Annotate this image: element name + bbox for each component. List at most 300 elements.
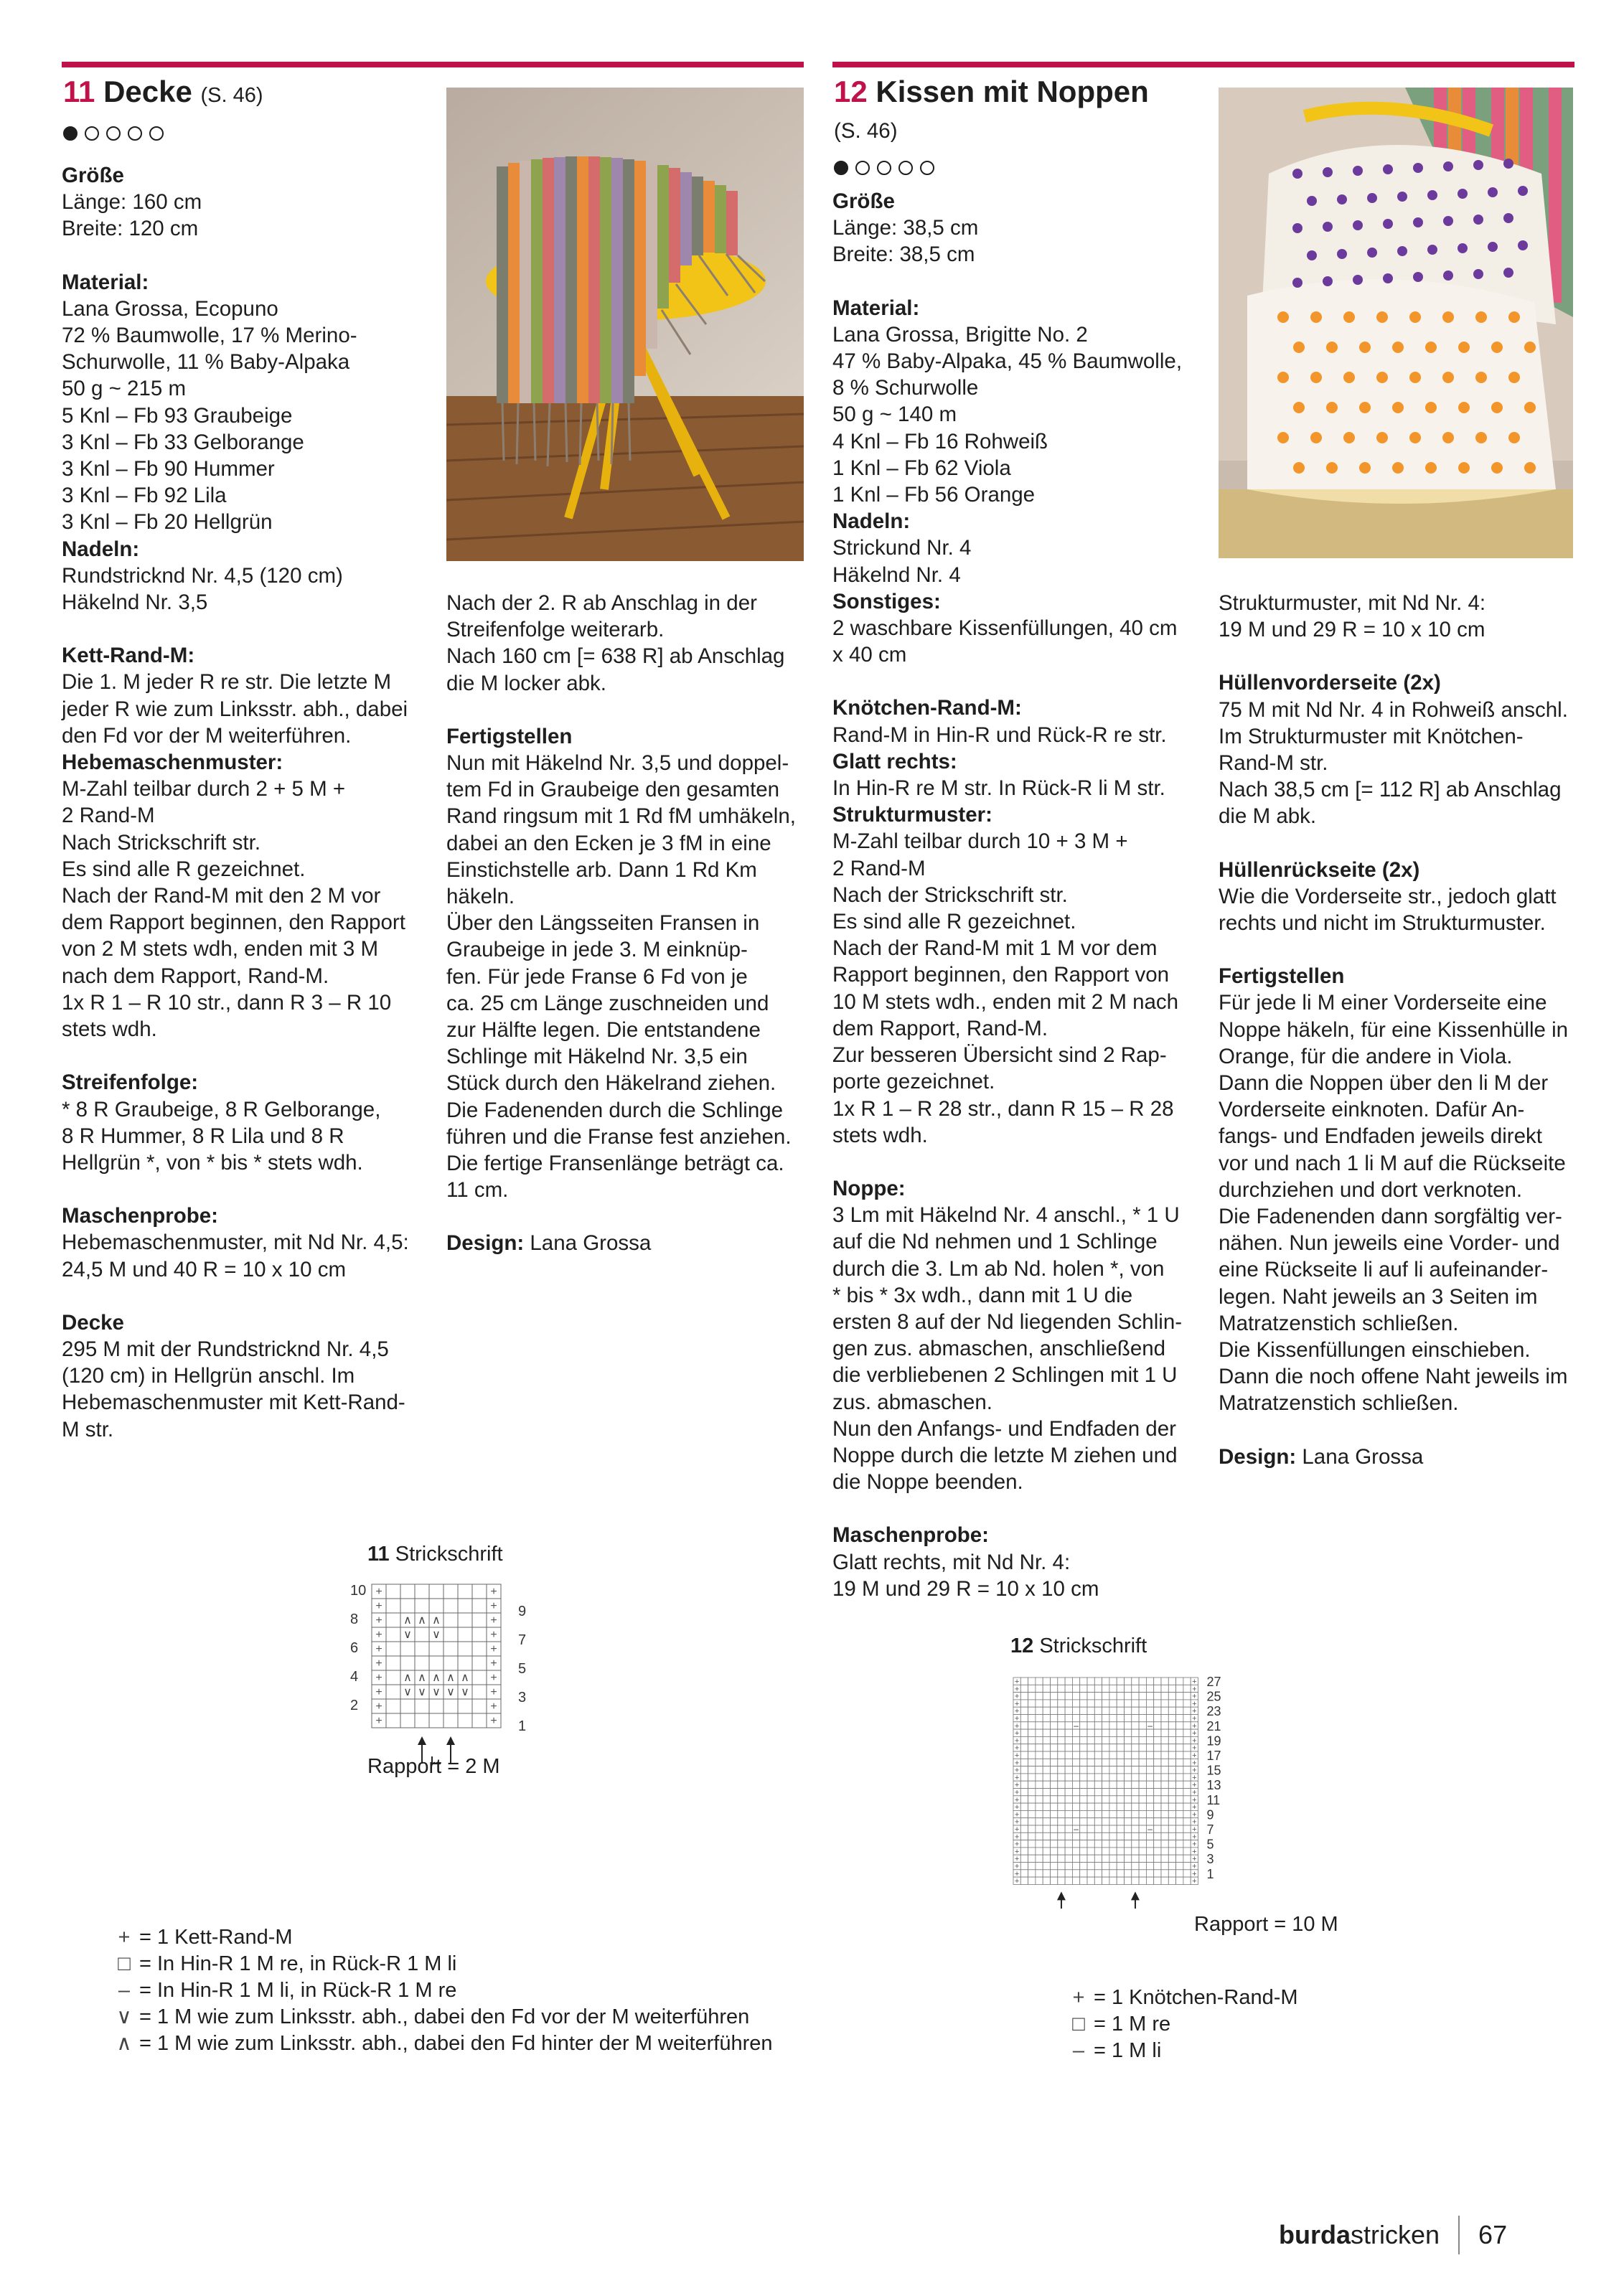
chart-cell — [1132, 1722, 1139, 1729]
chart-cell — [1102, 1700, 1109, 1707]
chart-cell — [1087, 1685, 1094, 1692]
chart-cell — [1051, 1877, 1058, 1884]
text-line: häkeln. — [446, 885, 515, 909]
chart-12-legend — [1069, 1985, 1298, 2064]
chart-cell — [472, 1699, 487, 1713]
chart-cell — [1132, 1810, 1139, 1817]
chart-cell — [1117, 1781, 1124, 1788]
chart-cell — [1043, 1715, 1050, 1722]
text-line: 11 cm. — [446, 1178, 509, 1203]
chart-cell — [1058, 1818, 1065, 1825]
chart-cell — [1168, 1722, 1175, 1729]
spacer — [62, 616, 421, 642]
text-line: Rand-M str. — [1219, 751, 1328, 776]
legend-text: = 1 M li — [1094, 2039, 1162, 2062]
spacer — [62, 243, 421, 269]
chart-cell — [1168, 1803, 1175, 1810]
caret-symbol-icon: ∧ — [116, 2032, 132, 2055]
section-heading: Hüllenvorderseite (2x) — [1219, 671, 1441, 695]
chart-cell — [1094, 1707, 1102, 1714]
chart-cell — [415, 1627, 429, 1642]
chart-cell — [1125, 1877, 1132, 1884]
chart-cell — [1117, 1715, 1124, 1722]
plus-symbol-icon: + — [1192, 1773, 1197, 1782]
legend-item — [1069, 2011, 1298, 2038]
text-line: Länge: 38,5 cm — [832, 216, 979, 240]
knot-dot-icon — [1376, 432, 1388, 443]
chart-cell — [1094, 1848, 1102, 1855]
chart-cell — [1043, 1870, 1050, 1877]
chart-cell — [1094, 1700, 1102, 1707]
text-line: 8 % Schurwolle — [832, 376, 979, 400]
text-line: Breite: 120 cm — [62, 217, 199, 241]
chart-cell — [1161, 1848, 1168, 1855]
chart-cell — [1132, 1832, 1139, 1840]
design-credit: Design: Lana Grossa — [1219, 1444, 1424, 1469]
chart-cell — [1109, 1766, 1117, 1774]
chart-cell — [1072, 1877, 1079, 1884]
chart-cell — [1176, 1825, 1183, 1832]
row-label: 9 — [518, 1604, 527, 1619]
chart-cell — [1058, 1744, 1065, 1751]
chart-cell — [1094, 1832, 1102, 1840]
chart-cell — [1139, 1751, 1146, 1759]
magazine-name: burdastricken — [1279, 2220, 1440, 2249]
spacer — [62, 1176, 421, 1203]
chart-cell — [1020, 1678, 1028, 1685]
chart-cell — [1125, 1766, 1132, 1774]
chart-cell — [1168, 1759, 1175, 1766]
chart-cell — [1176, 1744, 1183, 1751]
plus-symbol-icon: + — [1014, 1781, 1020, 1790]
knitting-chart-11 — [337, 1578, 545, 1779]
text-line: 3 Knl – Fb 33 Gelborange — [62, 430, 304, 454]
chart-cell — [1036, 1715, 1043, 1722]
chart-cell — [1125, 1863, 1132, 1870]
chart-cell — [1168, 1707, 1175, 1714]
text-line: die Noppe beenden. — [832, 1470, 1023, 1495]
text-line: zur Hälfte legen. Die entstandene — [446, 1018, 761, 1043]
chart-cell — [1102, 1736, 1109, 1744]
spacer — [832, 668, 1206, 695]
chart-cell — [1043, 1803, 1050, 1810]
text-line: Es sind alle R gezeichnet. — [62, 857, 306, 881]
text-line: Es sind alle R gezeichnet. — [832, 910, 1076, 934]
text-line: 75 M mit Nd Nr. 4 in Rohweiß anschl. — [1219, 697, 1568, 722]
text-line: eine Rückseite li auf li aufeinander- — [1219, 1258, 1549, 1282]
knot-dot-icon — [1310, 372, 1322, 383]
chart-cell — [1183, 1870, 1191, 1877]
knot-dot-icon — [1524, 342, 1536, 353]
chart-cell — [1051, 1715, 1058, 1722]
chart-cell — [1065, 1678, 1072, 1685]
chart-cell — [1036, 1744, 1043, 1751]
row-label: 23 — [1206, 1704, 1221, 1719]
chart-cell — [1020, 1848, 1028, 1855]
spacer — [62, 1043, 421, 1069]
chart-cell — [1065, 1744, 1072, 1751]
chart-cell — [1132, 1744, 1139, 1751]
chart-cell — [1065, 1736, 1072, 1744]
chart-cell — [1146, 1789, 1153, 1796]
caret-symbol-icon: ∧ — [432, 1670, 441, 1684]
knot-dot-icon — [1409, 311, 1421, 323]
chart-cell — [1051, 1825, 1058, 1832]
v-symbol-icon: ∨ — [461, 1685, 469, 1698]
chart-cell — [1183, 1700, 1191, 1707]
knot-dot-icon — [1383, 273, 1393, 283]
chart-cell — [1080, 1751, 1087, 1759]
chart-cell — [1168, 1693, 1175, 1700]
chart-cell — [1094, 1781, 1102, 1788]
chart-cell — [1109, 1840, 1117, 1848]
plus-symbol-icon: + — [1014, 1869, 1020, 1878]
chart-cell — [386, 1627, 400, 1642]
chart-cell — [1176, 1863, 1183, 1870]
chart-cell — [1176, 1855, 1183, 1862]
plus-symbol-icon: + — [490, 1700, 497, 1713]
chart-cell — [386, 1613, 400, 1627]
chart-cell — [1065, 1700, 1072, 1707]
chart-cell — [1154, 1825, 1161, 1832]
knot-dot-icon — [1491, 402, 1503, 413]
chart-cell — [1080, 1715, 1087, 1722]
chart-cell — [1058, 1700, 1065, 1707]
chart-cell — [1028, 1818, 1036, 1825]
knot-dot-icon — [1343, 372, 1355, 383]
chart-cell — [1051, 1840, 1058, 1848]
chart-cell — [1058, 1722, 1065, 1729]
chart-cell — [1051, 1796, 1058, 1803]
chart-cell — [1072, 1707, 1079, 1714]
chart-cell — [1154, 1759, 1161, 1766]
chart-cell — [1094, 1715, 1102, 1722]
chart-cell — [1161, 1877, 1168, 1884]
empty-dot-icon — [149, 126, 164, 141]
chart-cell — [1146, 1744, 1153, 1751]
chart-cell — [472, 1656, 487, 1670]
text-line: 1 Knl – Fb 56 Orange — [832, 483, 1036, 507]
chart-cell — [1125, 1818, 1132, 1825]
chart-cell — [1109, 1796, 1117, 1803]
chart-cell — [1161, 1781, 1168, 1788]
chart-cell — [1102, 1818, 1109, 1825]
chart-cell — [1176, 1700, 1183, 1707]
chart-cell — [1094, 1766, 1102, 1774]
row-label: 11 — [1206, 1792, 1221, 1807]
project-number: 12 — [834, 75, 868, 108]
text-line: Nach 160 cm [= 638 R] ab Anschlag — [446, 644, 785, 669]
chart-cell — [1028, 1766, 1036, 1774]
chart-cell — [1117, 1722, 1124, 1729]
text-line: gen zus. abmaschen, anschließend — [832, 1337, 1166, 1361]
text-line: 72 % Baumwolle, 17 % Merino- — [62, 324, 357, 348]
chart-cell — [1102, 1715, 1109, 1722]
chart-cell — [1072, 1736, 1079, 1744]
chart-cell — [472, 1685, 487, 1699]
chart-number: 11 — [367, 1543, 390, 1566]
chart-cell — [1051, 1729, 1058, 1736]
knot-dot-icon — [1392, 402, 1404, 413]
plus-symbol-icon: + — [1192, 1869, 1197, 1878]
chart-cell — [1132, 1855, 1139, 1862]
chart-cell — [1058, 1877, 1065, 1884]
chart-cell — [1028, 1693, 1036, 1700]
chart-cell — [1117, 1789, 1124, 1796]
chart-cell — [1125, 1832, 1132, 1840]
chart-cell — [1102, 1796, 1109, 1803]
knot-dot-icon — [1443, 216, 1453, 226]
plus-symbol-icon: + — [1192, 1825, 1197, 1834]
knot-dot-icon — [1458, 342, 1470, 353]
page-reference: (S. 46) — [200, 84, 263, 107]
arrowhead-icon — [1131, 1891, 1140, 1900]
chart-cell — [1087, 1766, 1094, 1774]
section-heading: Noppe: — [832, 1176, 906, 1200]
chart-cell — [1161, 1736, 1168, 1744]
chart-cell — [1132, 1877, 1139, 1884]
chart-cell — [1051, 1700, 1058, 1707]
section-heading: Streifenfolge: — [62, 1071, 199, 1095]
text-line: 24,5 M und 40 R = 10 x 10 cm — [62, 1257, 347, 1281]
chart-cell — [1146, 1685, 1153, 1692]
chart-cell — [1168, 1848, 1175, 1855]
chart-cell — [1051, 1693, 1058, 1700]
chart-cell — [443, 1613, 458, 1627]
text-line: Dann die noch offene Naht jeweils im — [1219, 1365, 1568, 1389]
chart-cell — [1176, 1685, 1183, 1692]
row-label: 8 — [350, 1612, 359, 1627]
dash-symbol-icon: – — [1074, 1720, 1079, 1731]
chart-cell — [1020, 1825, 1028, 1832]
chart-11-label — [367, 1543, 503, 1566]
text-line: 19 M und 29 R = 10 x 10 cm — [1219, 618, 1485, 642]
chart-cell — [1087, 1729, 1094, 1736]
chart-cell — [1043, 1685, 1050, 1692]
legend-text: = 1 Knötchen-Rand-M — [1094, 1986, 1298, 2009]
dash-symbol-icon: – — [1074, 1824, 1079, 1834]
chart-cell — [1043, 1722, 1050, 1729]
chart-cell — [1154, 1766, 1161, 1774]
chart-cell — [1132, 1840, 1139, 1848]
chart-cell — [1028, 1685, 1036, 1692]
chart-cell — [1020, 1700, 1028, 1707]
chart-cell — [1072, 1781, 1079, 1788]
chart-cell — [1117, 1848, 1124, 1855]
chart-cell — [1132, 1700, 1139, 1707]
chart-cell — [1020, 1796, 1028, 1803]
chart-cell — [429, 1599, 443, 1613]
plus-symbol-icon: + — [375, 1715, 382, 1727]
chart-cell — [1043, 1766, 1050, 1774]
text-line: dabei an den Ecken je 3 fM in eine — [446, 831, 771, 855]
plus-symbol-icon: + — [1192, 1699, 1197, 1708]
chart-cell — [1176, 1818, 1183, 1825]
chart-cell — [1058, 1870, 1065, 1877]
text-line: durchziehen und dort verknoten. — [1219, 1177, 1523, 1202]
v-symbol-icon: ∨ — [116, 2005, 132, 2028]
chart-cell — [1132, 1796, 1139, 1803]
chart-cell — [1020, 1759, 1028, 1766]
chart-cell — [1043, 1832, 1050, 1840]
chart-cell — [400, 1584, 415, 1599]
chart-cell — [1043, 1729, 1050, 1736]
chart-cell — [1080, 1832, 1087, 1840]
chart-cell — [1087, 1722, 1094, 1729]
chart-cell — [386, 1699, 400, 1713]
knot-dot-icon — [1409, 432, 1421, 443]
knot-dot-icon — [1473, 215, 1483, 225]
chart-cell — [1020, 1870, 1028, 1877]
empty-dot-icon — [106, 126, 121, 141]
chart-cell — [1102, 1722, 1109, 1729]
chart-cell — [1146, 1736, 1153, 1744]
chart-cell — [1087, 1818, 1094, 1825]
chart-cell — [1154, 1729, 1161, 1736]
chart-cell — [1183, 1715, 1191, 1722]
chart-cell — [1154, 1803, 1161, 1810]
chart-cell — [1051, 1685, 1058, 1692]
knot-dot-icon — [1458, 243, 1468, 253]
chart-cell — [1168, 1870, 1175, 1877]
chart-cell — [1036, 1810, 1043, 1817]
chart-cell — [1087, 1715, 1094, 1722]
legend-text: = In Hin-R 1 M re, in Rück-R 1 M li — [139, 1952, 457, 1975]
chart-cell — [1117, 1796, 1124, 1803]
spacer — [1219, 1417, 1577, 1444]
knot-dot-icon — [1359, 342, 1371, 353]
chart-cell — [458, 1599, 472, 1613]
chart-cell — [1117, 1766, 1124, 1774]
chart-cell — [1058, 1751, 1065, 1759]
chart-cell — [1043, 1796, 1050, 1803]
chart-cell — [1132, 1848, 1139, 1855]
text-line: Einstichstelle arb. Dann 1 Rd Km — [446, 857, 757, 882]
blanket-photo — [446, 88, 804, 561]
chart-cell — [1117, 1744, 1124, 1751]
plus-symbol-icon: + — [1014, 1773, 1020, 1782]
chart-title: Strickschrift — [1039, 1634, 1147, 1657]
chart-cell — [1051, 1810, 1058, 1817]
chart-cell — [1020, 1744, 1028, 1751]
plus-symbol-icon: + — [1192, 1759, 1197, 1768]
chart-12-label — [1010, 1634, 1147, 1658]
knot-dot-icon — [1343, 311, 1355, 323]
text-line: (120 cm) in Hellgrün anschl. Im — [62, 1364, 355, 1388]
chart-cell — [1102, 1810, 1109, 1817]
chart-cell — [1051, 1863, 1058, 1870]
chart-cell — [1065, 1685, 1072, 1692]
text-line: dem Rapport, Rand-M. — [832, 1016, 1048, 1040]
chart-cell — [1161, 1855, 1168, 1862]
chart-cell — [1125, 1759, 1132, 1766]
chart-cell — [1080, 1707, 1087, 1714]
chart-cell — [1117, 1729, 1124, 1736]
knot-dot-icon — [1293, 342, 1305, 353]
chart-cell — [1139, 1810, 1146, 1817]
chart-cell — [1117, 1678, 1124, 1685]
chart-cell — [1132, 1693, 1139, 1700]
chart-cell — [1020, 1722, 1028, 1729]
empty-dot-icon — [128, 126, 142, 141]
chart-cell — [1125, 1700, 1132, 1707]
chart-cell — [1072, 1848, 1079, 1855]
chart-cell — [1065, 1832, 1072, 1840]
text-line: Strukturmuster, mit Nd Nr. 4: — [1219, 591, 1486, 615]
chart-cell — [1176, 1722, 1183, 1729]
knot-dot-icon — [1292, 278, 1303, 288]
chart-cell — [1117, 1825, 1124, 1832]
chart-cell — [1139, 1729, 1146, 1736]
chart-cell — [1168, 1685, 1175, 1692]
chart-cell — [1168, 1774, 1175, 1781]
row-label: 7 — [1206, 1822, 1214, 1837]
text-line: fen. Für jede Franse 6 Fd von je — [446, 964, 748, 989]
chart-cell — [1161, 1729, 1168, 1736]
chart-cell — [1020, 1877, 1028, 1884]
chart-cell — [1168, 1855, 1175, 1862]
plus-symbol-icon: + — [1014, 1736, 1020, 1746]
knot-dot-icon — [1367, 193, 1377, 203]
chart-cell — [1117, 1751, 1124, 1759]
knot-dot-icon — [1503, 213, 1513, 223]
v-symbol-icon: ∨ — [446, 1685, 455, 1698]
chart-cell — [1102, 1693, 1109, 1700]
chart-cell — [1065, 1774, 1072, 1781]
chart-cell — [1051, 1870, 1058, 1877]
chart-cell — [1102, 1678, 1109, 1685]
chart-cell — [1183, 1693, 1191, 1700]
plus-symbol-icon: + — [1192, 1803, 1197, 1812]
chart-cell — [1036, 1863, 1043, 1870]
chart-cell — [1146, 1774, 1153, 1781]
project-number: 11 — [63, 75, 95, 108]
chart-cell — [1087, 1707, 1094, 1714]
chart-cell — [1036, 1825, 1043, 1832]
knot-dot-icon — [1310, 311, 1322, 323]
chart-cell — [1168, 1863, 1175, 1870]
chart-cell — [1020, 1818, 1028, 1825]
chart-cell — [1065, 1803, 1072, 1810]
chart-cell — [458, 1613, 472, 1627]
chart-cell — [1080, 1736, 1087, 1744]
knot-dot-icon — [1326, 342, 1338, 353]
chart-cell — [1139, 1774, 1146, 1781]
knot-dot-icon — [1475, 372, 1487, 383]
chart-cell — [1102, 1848, 1109, 1855]
chart-cell — [1102, 1685, 1109, 1692]
dash-symbol-icon: – — [1072, 2039, 1085, 2062]
chart-cell — [1065, 1825, 1072, 1832]
chart-cell — [1051, 1751, 1058, 1759]
chart-cell — [1117, 1803, 1124, 1810]
legend-item — [115, 1951, 773, 1977]
chart-cell — [415, 1713, 429, 1728]
chart-cell — [1146, 1803, 1153, 1810]
chart-cell — [1043, 1825, 1050, 1832]
chart-cell — [458, 1699, 472, 1713]
chart-cell — [1183, 1766, 1191, 1774]
chart-cell — [1043, 1751, 1050, 1759]
chart-cell — [1161, 1766, 1168, 1774]
chart-cell — [1117, 1863, 1124, 1870]
knot-dot-icon — [1337, 249, 1347, 259]
chart-cell — [1109, 1818, 1117, 1825]
text-line: dem Rapport beginnen, den Rapport — [62, 911, 405, 935]
text-line: Matratzenstich schließen. — [1219, 1311, 1459, 1335]
chart-cell — [1109, 1774, 1117, 1781]
chart-cell — [1168, 1810, 1175, 1817]
